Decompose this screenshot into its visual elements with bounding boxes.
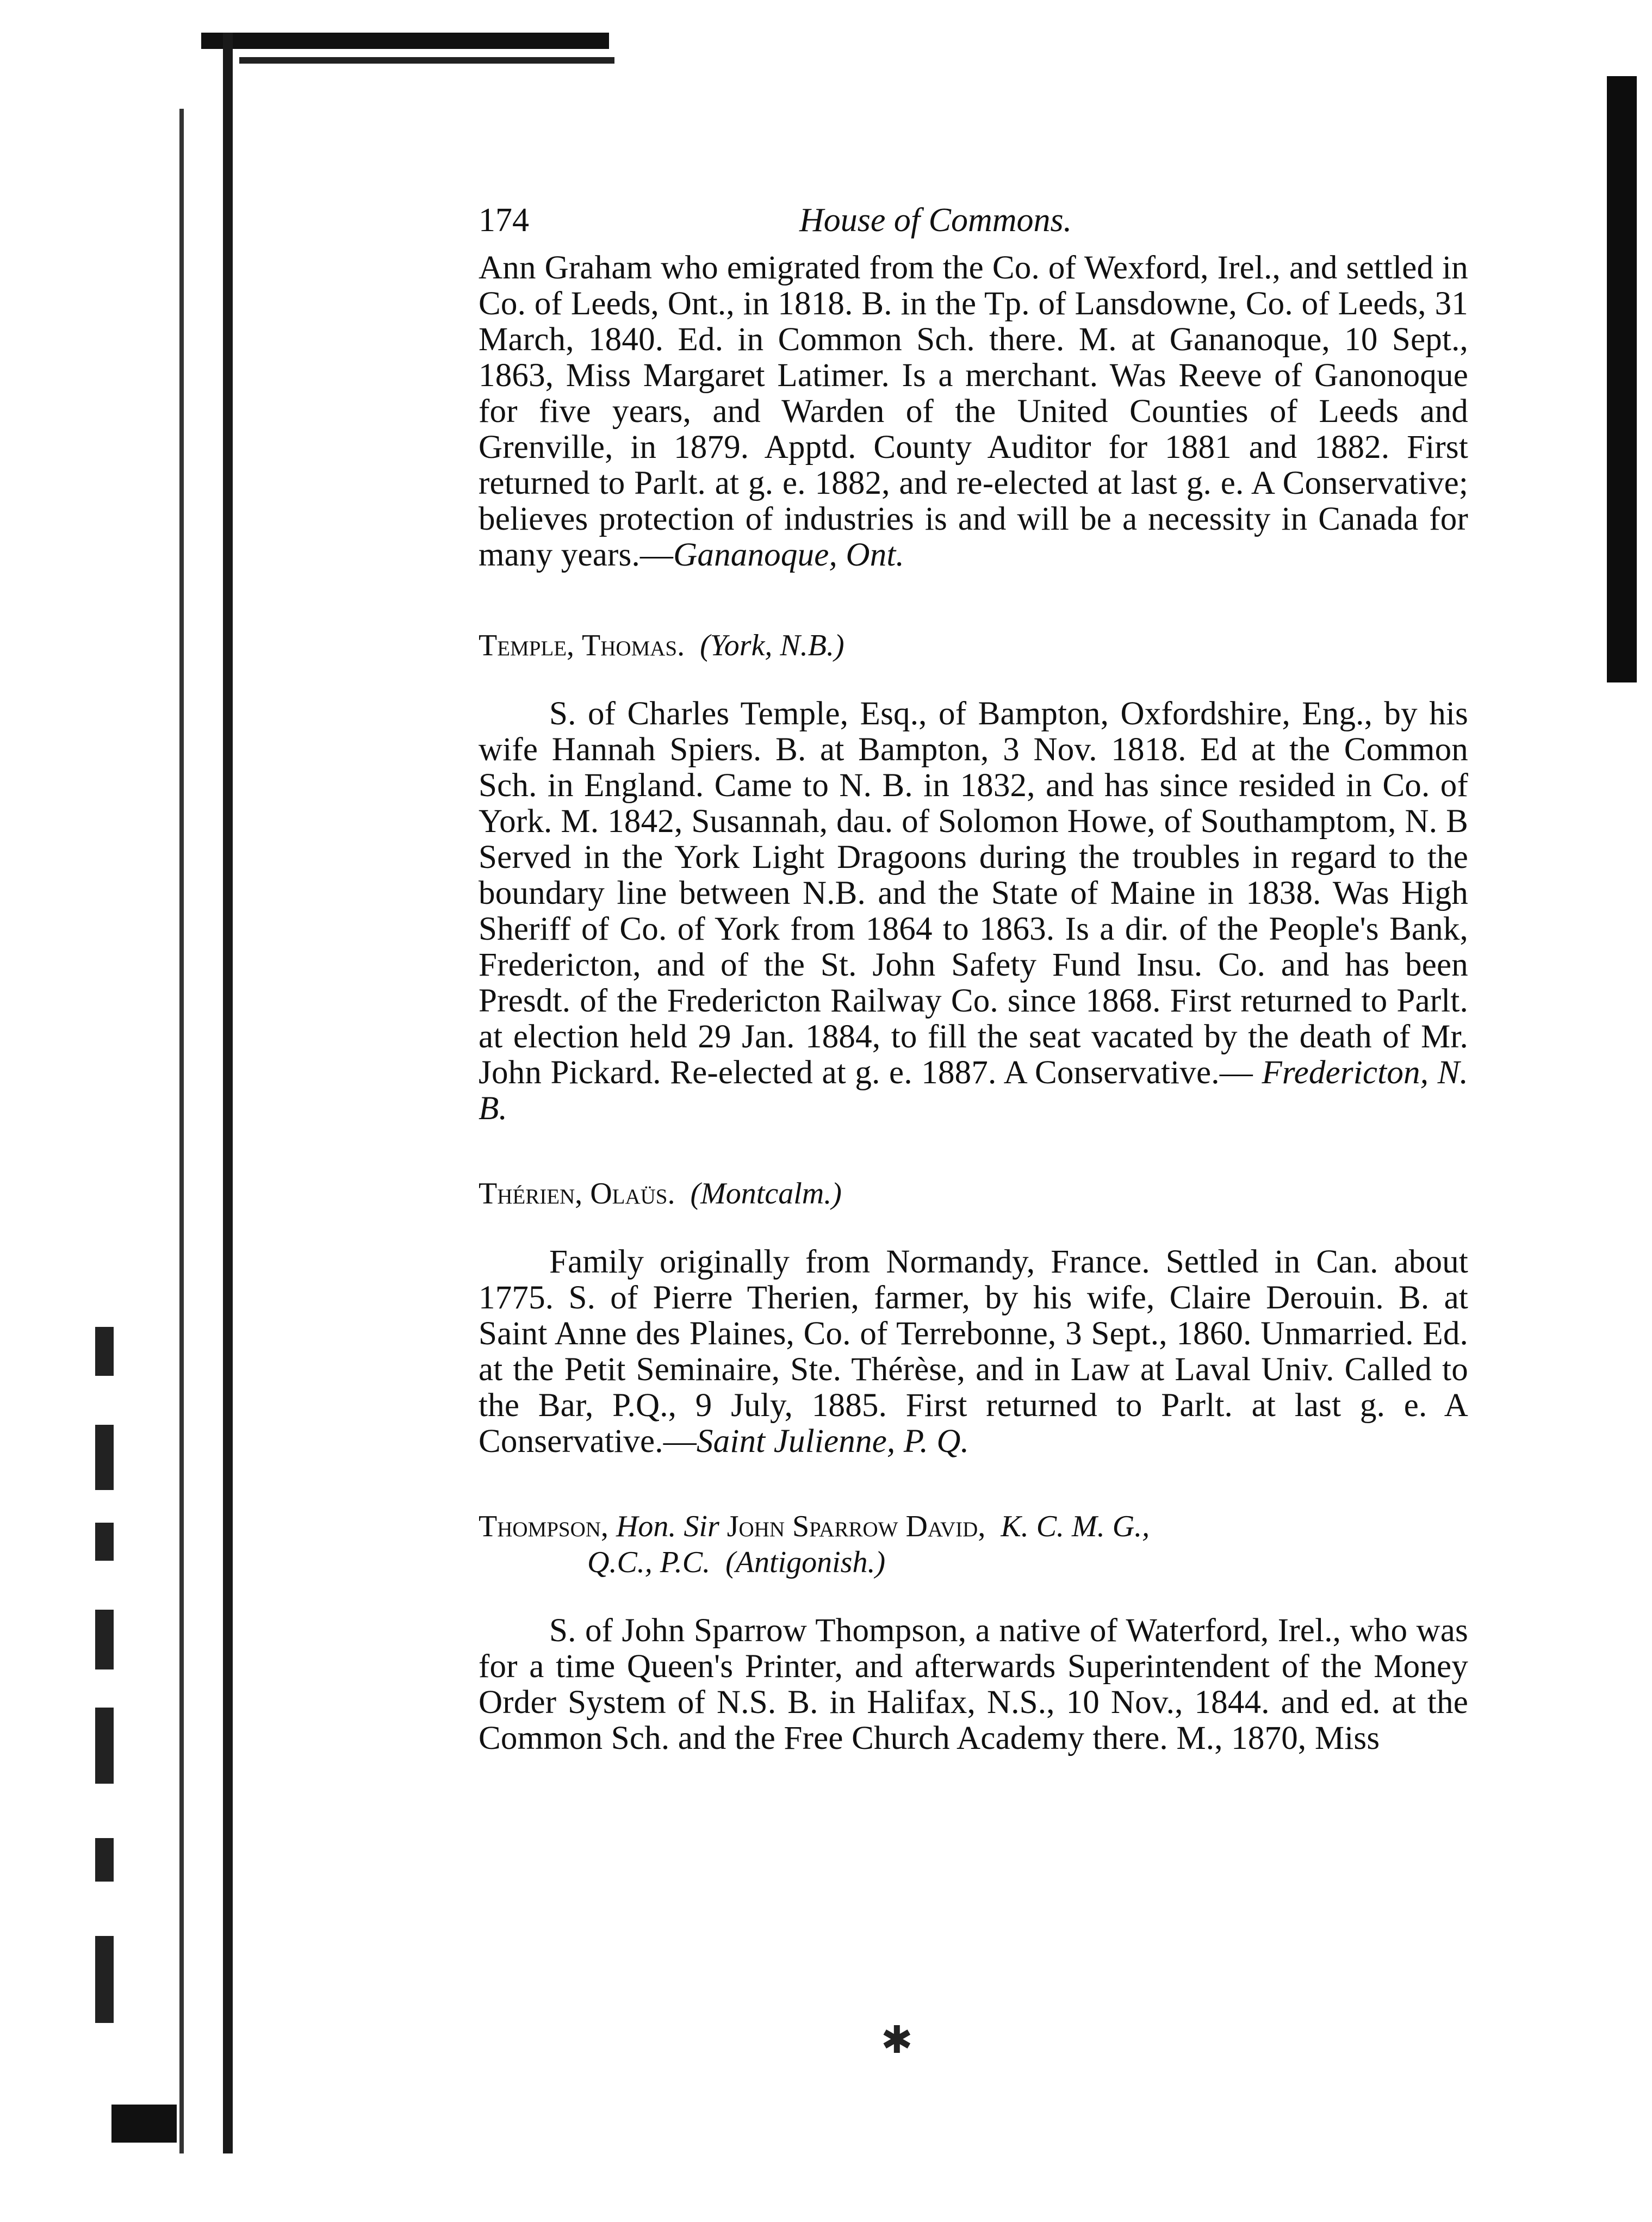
text-line: 1884, to fill the seat vacated by the death of Mr. John <box>479 1019 1468 1091</box>
entry-heading-temple <box>479 628 1468 663</box>
text-line: in Canada for many years.— <box>479 501 1469 573</box>
scan-mark <box>95 1708 114 1784</box>
page-text-column <box>479 201 1468 1757</box>
text-line: S. of John Sparrow Thompson, a native of Waterford, <box>549 1612 1269 1649</box>
text-line: Ganonoque for five years, and Warden of the United <box>479 357 1469 430</box>
text-line: Superintendent of the Money Order System of N.S. B. in <box>479 1648 1469 1721</box>
text-line: Ann Graham who emigrated from the Co. of Wexford, <box>479 250 1209 286</box>
text-line: and has been Presdt. of the Fredericton Railway Co. since <box>479 947 1469 1019</box>
text-line: Irel., who was for a time Queen's Printer, and afterwards <box>479 1612 1468 1685</box>
text-line: believes protection of industries is and will be a necessity <box>479 501 1271 537</box>
entry-heading-therien <box>479 1176 1468 1212</box>
scan-mark <box>95 1523 114 1561</box>
text-line: in Can. about 1775. S. of Pierre Therien, farmer, by his <box>479 1244 1468 1316</box>
text-line: N. B Served in the York Light Dragoons during the <box>479 803 1469 876</box>
entry-body-temple <box>479 696 1468 1127</box>
text-line: 1818. Ed at the Common Sch. in England. Came to <box>479 731 1469 804</box>
scan-edge-corner <box>111 2105 177 2143</box>
text-line: Auditor for 1881 and 1882. First returned to Parlt. at <box>479 429 1468 501</box>
text-line: Pickard. Re-elected at g. e. 1887. A Conservative.— <box>550 1054 1253 1091</box>
text-line: wife, Claire Derouin. B. at Saint Anne des Plaines, Co. <box>479 1280 1468 1352</box>
constituency: (Antigonish.) <box>725 1546 886 1579</box>
entry-body-therien <box>479 1244 1468 1460</box>
surname: Thérien, <box>479 1177 583 1211</box>
page-number: 174 <box>479 202 529 239</box>
scan-mark <box>95 1610 114 1669</box>
text-line: Common Sch. there. M. at Gananoque, 10 Sept., 1863, <box>479 321 1468 394</box>
entry-body-thompson <box>479 1613 1468 1757</box>
scan-mark <box>95 1327 114 1376</box>
constituency: (Montcalm.) <box>690 1177 842 1211</box>
text-line: Fredericton, and of the St. John Safety Fund Insu. Co. <box>479 947 1266 983</box>
text-line: Halifax, N.S., 10 Nov., 1844. and ed. at the Common Sch. <box>479 1684 1468 1757</box>
scan-edge-left <box>223 33 233 2153</box>
residence: Saint Julienne, P. Q. <box>696 1423 970 1460</box>
text-line: 1842, Susannah, dau. of Solomon Howe, of Southamptom, <box>607 803 1396 840</box>
text-line: Eng., by his wife Hannah Spiers. B. at Bampton, 3 Nov. <box>479 696 1468 768</box>
scan-edge-right <box>1607 76 1637 682</box>
text-line: Miss Margaret Latimer. Is a merchant. Was Reeve of <box>566 357 1302 394</box>
page-header <box>479 201 1468 250</box>
entry-heading-thompson <box>479 1509 1468 1544</box>
forename: John Sparrow David, <box>726 1510 986 1543</box>
surname: Thompson, <box>479 1510 608 1543</box>
scan-mark <box>95 1425 114 1490</box>
scan-edge-top <box>201 33 609 49</box>
honorific: Hon. Sir <box>616 1510 719 1543</box>
scan-edge-top-inner <box>239 57 614 64</box>
text-line: Tp. of Lansdowne, Co. of Leeds, 31 March, 1840. Ed. in <box>479 285 1468 358</box>
text-line: Counties of Leeds and Grenville, in 1879. Apptd. County <box>479 393 1469 465</box>
text-line: 1868. First returned to Parlt. at election held 29 Jan. <box>479 983 1468 1055</box>
running-head: House of Commons. <box>799 202 1072 239</box>
continuation-paragraph <box>479 250 1468 573</box>
text-line: troubles in regard to the boundary line between N.B. and <box>479 839 1468 911</box>
ink-blot: ✱ <box>881 2020 913 2062</box>
surname: Temple, <box>479 629 575 662</box>
text-line: of Terrebonne, 3 Sept., 1860. Unmarried. Ed. at the <box>479 1315 1469 1388</box>
constituency: (York, N.B.) <box>700 629 844 662</box>
honours-line-2: Q.C., P.C. <box>587 1546 711 1579</box>
text-line: S. of Charles Temple, Esq., of Bampton, Oxfordshire, <box>549 696 1290 732</box>
text-line: Called to the Bar, P.Q., 9 July, 1885. First returned to <box>479 1351 1469 1424</box>
text-line: N. B. in 1832, and has since resided in Co. of York. M. <box>479 767 1468 840</box>
residence: Gananoque, Ont. <box>673 537 905 573</box>
forename: Olaüs. <box>590 1177 675 1211</box>
text-line: the State of Maine in 1838. Was High Sheriff of Co. of <box>479 875 1468 947</box>
text-line: Irel., and settled in Co. of Leeds, Ont., in 1818. B. in the <box>479 250 1469 322</box>
scan-mark <box>95 1838 114 1882</box>
entry-heading-thompson-cont <box>479 1544 1468 1580</box>
honours: K. C. M. G., <box>1001 1510 1150 1543</box>
scan-mark <box>95 1936 114 2023</box>
text-line: Parlt. at last g. e. A Conservative.— <box>479 1387 1468 1460</box>
text-line: York from 1864 to 1863. Is a dir. of the People's Bank, <box>714 911 1469 947</box>
text-line: g. e. 1882, and re-elected at last g. e. A Conservative; <box>748 465 1468 501</box>
residence: Fredericton, N. B. <box>479 1054 1469 1127</box>
forename: Thomas. <box>582 629 685 662</box>
text-line: and the Free Church Academy there. M., 1870, Miss <box>678 1720 1380 1757</box>
text-line: Family originally from Normandy, France. Settled <box>549 1244 1259 1280</box>
text-line: Petit Seminaire, Ste. Thérèse, and in Law at Laval Univ. <box>564 1351 1334 1388</box>
scan-edge-left-inner <box>179 109 184 2153</box>
